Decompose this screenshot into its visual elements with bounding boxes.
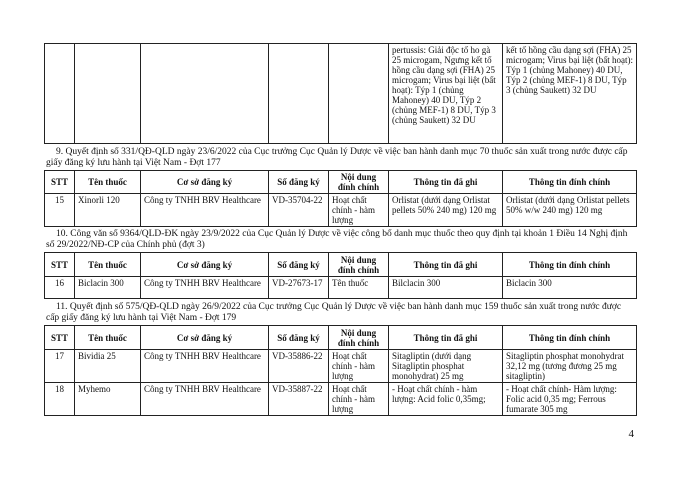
header-registered: Thông tin đã ghi bbox=[389, 171, 503, 194]
header-stt: STT bbox=[45, 253, 75, 277]
cell-drug: Bividia 25 bbox=[75, 350, 141, 383]
header-corrected: Thông tin đính chính bbox=[503, 326, 637, 350]
header-corrected: Thông tin đính chính bbox=[503, 253, 637, 277]
cell-registered: Bilclacin 300 bbox=[389, 277, 503, 299]
cell-facility: Công ty TNHH BRV Healthcare bbox=[141, 277, 269, 299]
table-row bbox=[45, 277, 637, 299]
cell-stt: 15 bbox=[45, 194, 75, 227]
header-row bbox=[45, 171, 637, 194]
cell-corrected: Orlistat (dưới dạng Orlistat pellets 50% w/w 240 mg) 120 mg bbox=[503, 194, 637, 227]
cell-registered: - Hoạt chất chính - hàm lượng: Acid folic 0,35mg; bbox=[389, 383, 503, 416]
cell-stt: 17 bbox=[45, 350, 75, 383]
header-content: Nội dung đính chính bbox=[329, 171, 389, 194]
header-content: Nội dung đính chính bbox=[329, 253, 389, 277]
section-10-table bbox=[44, 252, 637, 299]
header-stt: STT bbox=[45, 171, 75, 194]
cell-reg-no: VD-27673-17 bbox=[269, 277, 329, 299]
cell-stt: 16 bbox=[45, 277, 75, 299]
header-registered: Thông tin đã ghi bbox=[389, 253, 503, 277]
table-row bbox=[45, 383, 637, 416]
header-reg-no: Số đăng ký bbox=[269, 253, 329, 277]
section-11-table bbox=[44, 325, 637, 416]
cell-drug: Biclacin 300 bbox=[75, 277, 141, 299]
header-registered: Thông tin đã ghi bbox=[389, 326, 503, 350]
header-stt: STT bbox=[45, 326, 75, 350]
cell-drug: Xinorli 120 bbox=[75, 194, 141, 227]
section-9-intro: 9. Quyết định số 331/QĐ-QLD ngày 23/6/2022 của Cục trưởng Cục Quản lý Dược về việc ban hành danh mục 70 thuốc sản xuất trong nước được cấp giấy đăng ký lưu hành tại Việt Nam - Đợt 177 bbox=[46, 147, 628, 168]
cell-registered: Orlistat (dưới dạng Orlistat pellets 50% 240 mg) 120 mg bbox=[389, 194, 503, 227]
cell-content: Hoạt chất chính - hàm lượng bbox=[329, 194, 389, 227]
cell-corrected: Biclacin 300 bbox=[503, 277, 637, 299]
table-row bbox=[45, 194, 637, 227]
cell-corrected: Sitagliptin phosphat monohydrat 32,12 mg (tương đương 25 mg sitagliptin) bbox=[503, 350, 637, 383]
table-row bbox=[45, 44, 637, 144]
cell-drug: Myhemo bbox=[75, 383, 141, 416]
corrected-info-cell: kết tố hồng cầu dạng sợi (FHA) 25 microgam; Virus bại liệt (bất hoạt): Týp 1 (chủng Mahoney) 40 DU, Týp 2 (chủng MEF-1) 8 DU, Týp 3 (chủng Saukett) 32 DU bbox=[503, 44, 637, 144]
header-drug: Tên thuốc bbox=[75, 326, 141, 350]
cell-content: Hoạt chất chính - hàm lượng bbox=[329, 383, 389, 416]
cell-reg-no: VD-35886-22 bbox=[269, 350, 329, 383]
header-content: Nội dung đính chính bbox=[329, 326, 389, 350]
header-drug: Tên thuốc bbox=[75, 171, 141, 194]
header-corrected: Thông tin đính chính bbox=[503, 171, 637, 194]
cell-content: Hoạt chất chính - hàm lượng bbox=[329, 350, 389, 383]
cell-content: Tên thuốc bbox=[329, 277, 389, 299]
continuation-table bbox=[44, 43, 637, 144]
section-9-table bbox=[44, 170, 637, 227]
header-reg-no: Số đăng ký bbox=[269, 326, 329, 350]
cell-corrected: - Hoạt chất chính- Hàm lượng: Folic acid 0,35 mg; Ferrous fumarate 305 mg bbox=[503, 383, 637, 416]
cell-reg-no: VD-35887-22 bbox=[269, 383, 329, 416]
header-row bbox=[45, 253, 637, 277]
registered-info-cell: pertussis: Giải độc tố ho gà 25 microgam, Ngưng kết tố hồng cầu dạng sợi (FHA) 25 microgam; Virus bại liệt (bất hoạt): Týp 1 (chủng Mahoney) 40 DU, Týp 2 (chủng MEF-1) 8 DU, Týp 3 (chủng Saukett) 32 DU bbox=[389, 44, 503, 144]
table-row bbox=[45, 350, 637, 383]
cell-facility: Công ty TNHH BRV Healthcare bbox=[141, 383, 269, 416]
header-drug: Tên thuốc bbox=[75, 253, 141, 277]
header-facility: Cơ sở đăng ký bbox=[141, 171, 269, 194]
page-number: 4 bbox=[628, 428, 634, 440]
cell-registered: Sitagliptin (dưới dạng Sitagliptin phosphat monohydrat) 25 mg bbox=[389, 350, 503, 383]
section-11-intro: 11. Quyết định số 575/QĐ-QLD ngày 26/9/2022 của Cục trưởng Cục Quản lý Dược về việc ban hành danh mục 159 thuốc sản xuất trong nước được cấp giấy đăng ký lưu hành tại Việt Nam - Đợt 179 bbox=[46, 302, 622, 323]
cell-reg-no: VD-35704-22 bbox=[269, 194, 329, 227]
section-10-intro: 10. Công văn số 9364/QLD-ĐK ngày 23/9/2022 của Cục Quản lý Dược về việc công bố danh mục thuốc theo quy định tại khoản 1 Điều 14 Nghị định số 29/2022/NĐ-CP của Chính phủ (đợt 3) bbox=[46, 229, 628, 250]
cell-facility: Công ty TNHH BRV Healthcare bbox=[141, 350, 269, 383]
header-facility: Cơ sở đăng ký bbox=[141, 253, 269, 277]
header-facility: Cơ sở đăng ký bbox=[141, 326, 269, 350]
cell-facility: Công ty TNHH BRV Healthcare bbox=[141, 194, 269, 227]
header-row bbox=[45, 326, 637, 350]
cell-stt: 18 bbox=[45, 383, 75, 416]
header-reg-no: Số đăng ký bbox=[269, 171, 329, 194]
